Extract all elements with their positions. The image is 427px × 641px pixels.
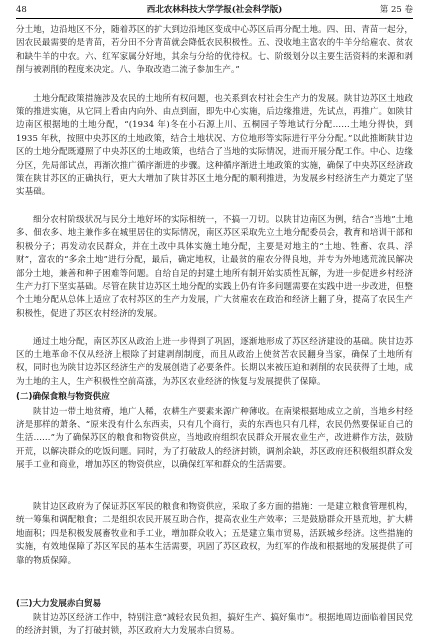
section-heading-food-supply: (二)确保食粮与物资供应 (16, 392, 110, 402)
paragraph-1: 分土地，边沿地区不分，随着苏区的扩大到边沿地区变成中心苏区后再分配土地。四、田、青苗一起分，因农民最需要的是青苗，若分田不分青苗就会降低农民积极性。五、没收地主富农的牛羊分给雇农、贫农和缺牛羊的中农。六、红军家属分好地，其余与分给的优待权。七、阶级划分以主要生活资料的来源和剥削与被剥削的程度来决定。八、争取改造二流子参加生产。” (16, 25, 413, 76)
paragraph-3: 细分农村阶级状况与民分土地好坏的实际相统一，不搞一刀切。以陕甘边南区为例，结合“当地”土地多、佃农多、地主兼作多在城里居住的实际情况，南区苏区采取先立土地分配委员会，教育和培训干部和积极分子；再发动农民群众，并在土改中具体实施土地分配，主要是对地主的“土地、牲畜、农具、浮财”，富农的“多余土地”进行分配，最后，确定地权，让最贫的雇农分得良地，并专为外地逃荒流民解决部分土地，兼善和种子困难等问题。自给自足的封建土地所有制开始实质性瓦解，为进一步促进乡村经济生产力打下坚实基础。尽管在陕甘边苏区土地分配的实践上仍有许多问题需要在实践中进一步改进，但整个土地分配从总体上适应了农村苏区的生产力发展，广大贫雇农在政治和经济上翻了身，提高了农民生产积极性，促进了苏区农村经济的发展。 (16, 215, 413, 319)
paragraph-4: 通过土地分配，南区苏区从政治上进一步得到了巩固，逐渐地形成了苏区经济建设的基础。陕甘边苏区的土地革命不仅从经济上根除了封建剥削制度，而且从政治上使贫苦农民翻身当家，确保了土地所有权，同时也为陕甘边苏区经济生产的发展创造了必要条件。长期以来被压迫和剥削的农民获得了土地，成为土地的主人，生产积极性空前高涨，为苏区农业经济的恢复与发展提供了保障。 (16, 336, 413, 387)
header-rule (16, 18, 413, 19)
journal-name: 西北农林科技大学学报(社会科学版) (146, 5, 283, 15)
paragraph-2: 土地分配政策措施涉及农民的土地所有权问题，也关系到农村社会生产力的发展。陕甘边苏区土地政策的推进实施，从它同上看由内向外、由点到面，即先中心实施，后边缘推进，先试点，再推广。如陕甘边南区根据地的土地分配，“(1934 年)冬在小石源上川、五桐园子等地试行分配……土地分得快，到 1935 年秋，按照中央苏区的土地政策，结合土地状况、方位地形等实际进行平分分配。”以此推断陕甘边区的土地分配既遵照了中央苏区的土地政策，也结合了当地的实际情况，进而开展分配工作。中心、边缘分区，先局部试点，再渐次推广循序渐进的步骤。这种循序渐进土地政策的实施，确保了中央苏区经济政策在陕甘苏区的正确执行，更大大增加了陕甘苏区土地分配的顺利推进，为发展乡村经济生产力奠定了坚实基础。 (16, 93, 413, 198)
section-heading-trade: (三)大力发展赤白贸易 (16, 598, 102, 609)
paragraph-5: 陕甘边一带土地贫瘠，地广人稀，农耕生产要素来源广种薄收。在南梁根据地成立之前，当地乡村经济是那样的萧条、“原来没有什么东西卖，只有几个商行，卖的东西也只有几样，农民仍然要保证自己的生活……”为了确保苏区的粮食和物资供应，当地政府组织农民群众开展农业生产，改进耕作方法，鼓励开荒，以解决群众的吃饭问题。同时，为了打破敌人的经济封锁，调剂余缺，苏区政府还积极组织群众发展手工业和商业，增加苏区的物资供应，以确保红军和群众的生活需要。 (16, 406, 413, 471)
volume-label: 第 25 卷 (379, 5, 413, 15)
running-header (16, 3, 413, 17)
paragraph-6: 陕甘边区政府为了保证苏区军民的粮食和物资供应，采取了多方面的措施：一是建立粮食管理机构，统一筹集和调配粮食；二是组织农民开展互助合作，提高农业生产效率；三是鼓励群众开垦荒地，扩大耕地面积；四是积极发展畜牧业和手工业，增加群众收入；五是建立集市贸易，活跃城乡经济。这些措施的实施，有效地保障了苏区军民的基本生活需要，巩固了苏区政权，为红军的作战和根据地的发展提供了可靠的物质保障。 (16, 502, 413, 566)
page-number: 48 (16, 5, 27, 15)
paragraph-7: 陕甘边苏区经济工作中，特别注意“减轻农民负担，搞好生产、搞好集市”。根据地周边面临着国民党的经济封锁，为了打破封锁，苏区政府大力发展赤白贸易。 (16, 613, 413, 637)
article-body (16, 24, 413, 641)
